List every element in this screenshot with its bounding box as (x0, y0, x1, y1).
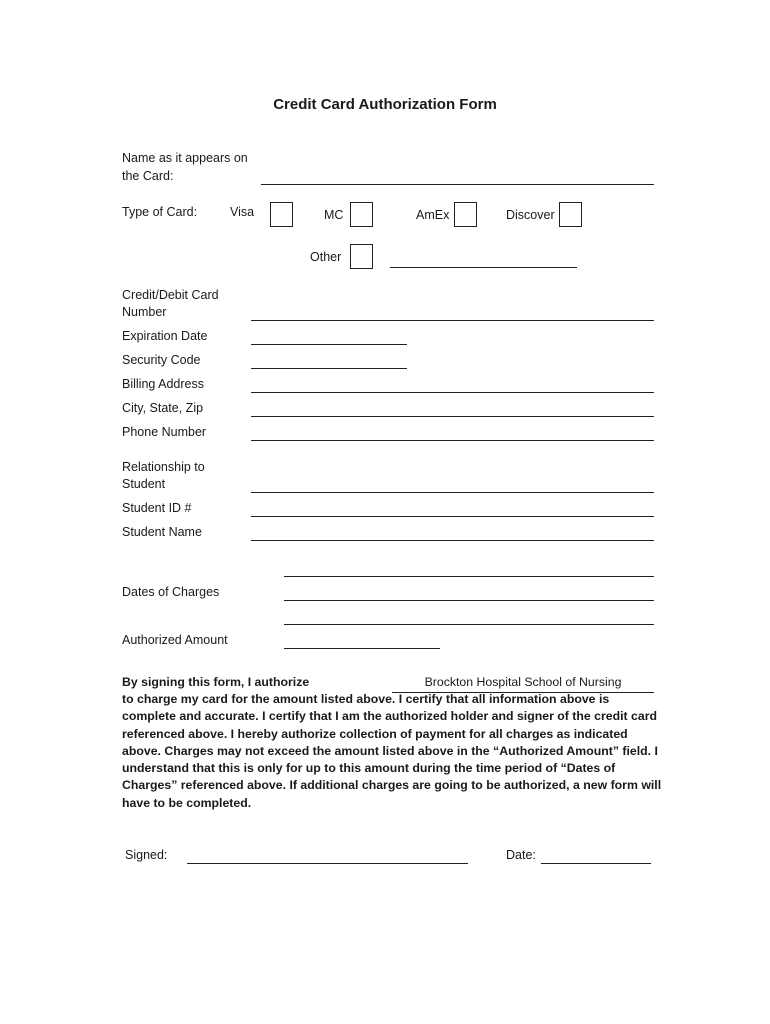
relationship-field[interactable] (251, 492, 654, 493)
relationship-label-line2: Student (122, 477, 166, 491)
other-card-type-field[interactable] (390, 267, 577, 268)
name-label-line1: Name as it appears on (122, 151, 248, 165)
name-on-card-field[interactable] (261, 184, 654, 185)
other-label: Other (310, 250, 342, 264)
mc-checkbox[interactable] (350, 202, 373, 227)
security-code-field[interactable] (251, 368, 407, 369)
mc-label: MC (324, 208, 344, 222)
other-checkbox[interactable] (350, 244, 373, 269)
card-number-field[interactable] (251, 320, 654, 321)
billing-address-label: Billing Address (122, 377, 204, 391)
dates-of-charges-field-1[interactable] (284, 576, 654, 577)
billing-address-field[interactable] (251, 392, 654, 393)
visa-label: Visa (230, 205, 255, 219)
authorized-amount-label: Authorized Amount (122, 633, 228, 647)
date-field[interactable] (541, 863, 651, 864)
authorized-amount-field[interactable] (284, 648, 440, 649)
discover-label: Discover (506, 208, 555, 222)
authorization-statement (122, 674, 662, 812)
signed-label: Signed: (125, 848, 168, 862)
phone-number-field[interactable] (251, 440, 654, 441)
authorizee-name: Brockton Hospital School of Nursing (392, 674, 654, 693)
amex-checkbox[interactable] (454, 202, 477, 227)
dates-of-charges-field-2[interactable] (284, 600, 654, 601)
card-number-label-line1: Credit/Debit Card (122, 288, 219, 302)
card-type-label: Type of Card: (122, 205, 198, 219)
security-code-label: Security Code (122, 353, 201, 367)
authorization-body: to charge my card for the amount listed above. I certify that all information above is complete and accurate. I certify that I am the authorized holder and signer of the credit card referenced above. I hereby authorize collection of payment for all charges as indicated above. Charges may not exceed the amount listed above in the “Authorized Amount” field. I understand that this is only for up to this amount during the time period of “Dates of Charges” referenced above. If additional charges are going to be authorized, a new form will have to be completed. (122, 692, 662, 810)
city-state-zip-label: City, State, Zip (122, 401, 204, 415)
student-name-field[interactable] (251, 540, 654, 541)
form-title: Credit Card Authorization Form (273, 96, 497, 113)
visa-checkbox[interactable] (270, 202, 293, 227)
student-name-label: Student Name (122, 525, 202, 539)
phone-number-label: Phone Number (122, 425, 207, 439)
expiration-field[interactable] (251, 344, 407, 345)
amex-label: AmEx (416, 208, 450, 222)
student-id-field[interactable] (251, 516, 654, 517)
city-state-zip-field[interactable] (251, 416, 654, 417)
relationship-label-line1: Relationship to (122, 460, 205, 474)
expiration-label: Expiration Date (122, 329, 208, 343)
name-label-line2: the Card: (122, 169, 174, 183)
student-id-label: Student ID # (122, 501, 192, 515)
date-label: Date: (506, 848, 536, 862)
dates-of-charges-field-3[interactable] (284, 624, 654, 625)
discover-checkbox[interactable] (559, 202, 582, 227)
authorization-prefix: By signing this form, I authorize (122, 675, 310, 689)
signature-field[interactable] (187, 863, 468, 864)
card-number-label-line2: Number (122, 305, 167, 319)
dates-of-charges-label: Dates of Charges (122, 585, 220, 599)
